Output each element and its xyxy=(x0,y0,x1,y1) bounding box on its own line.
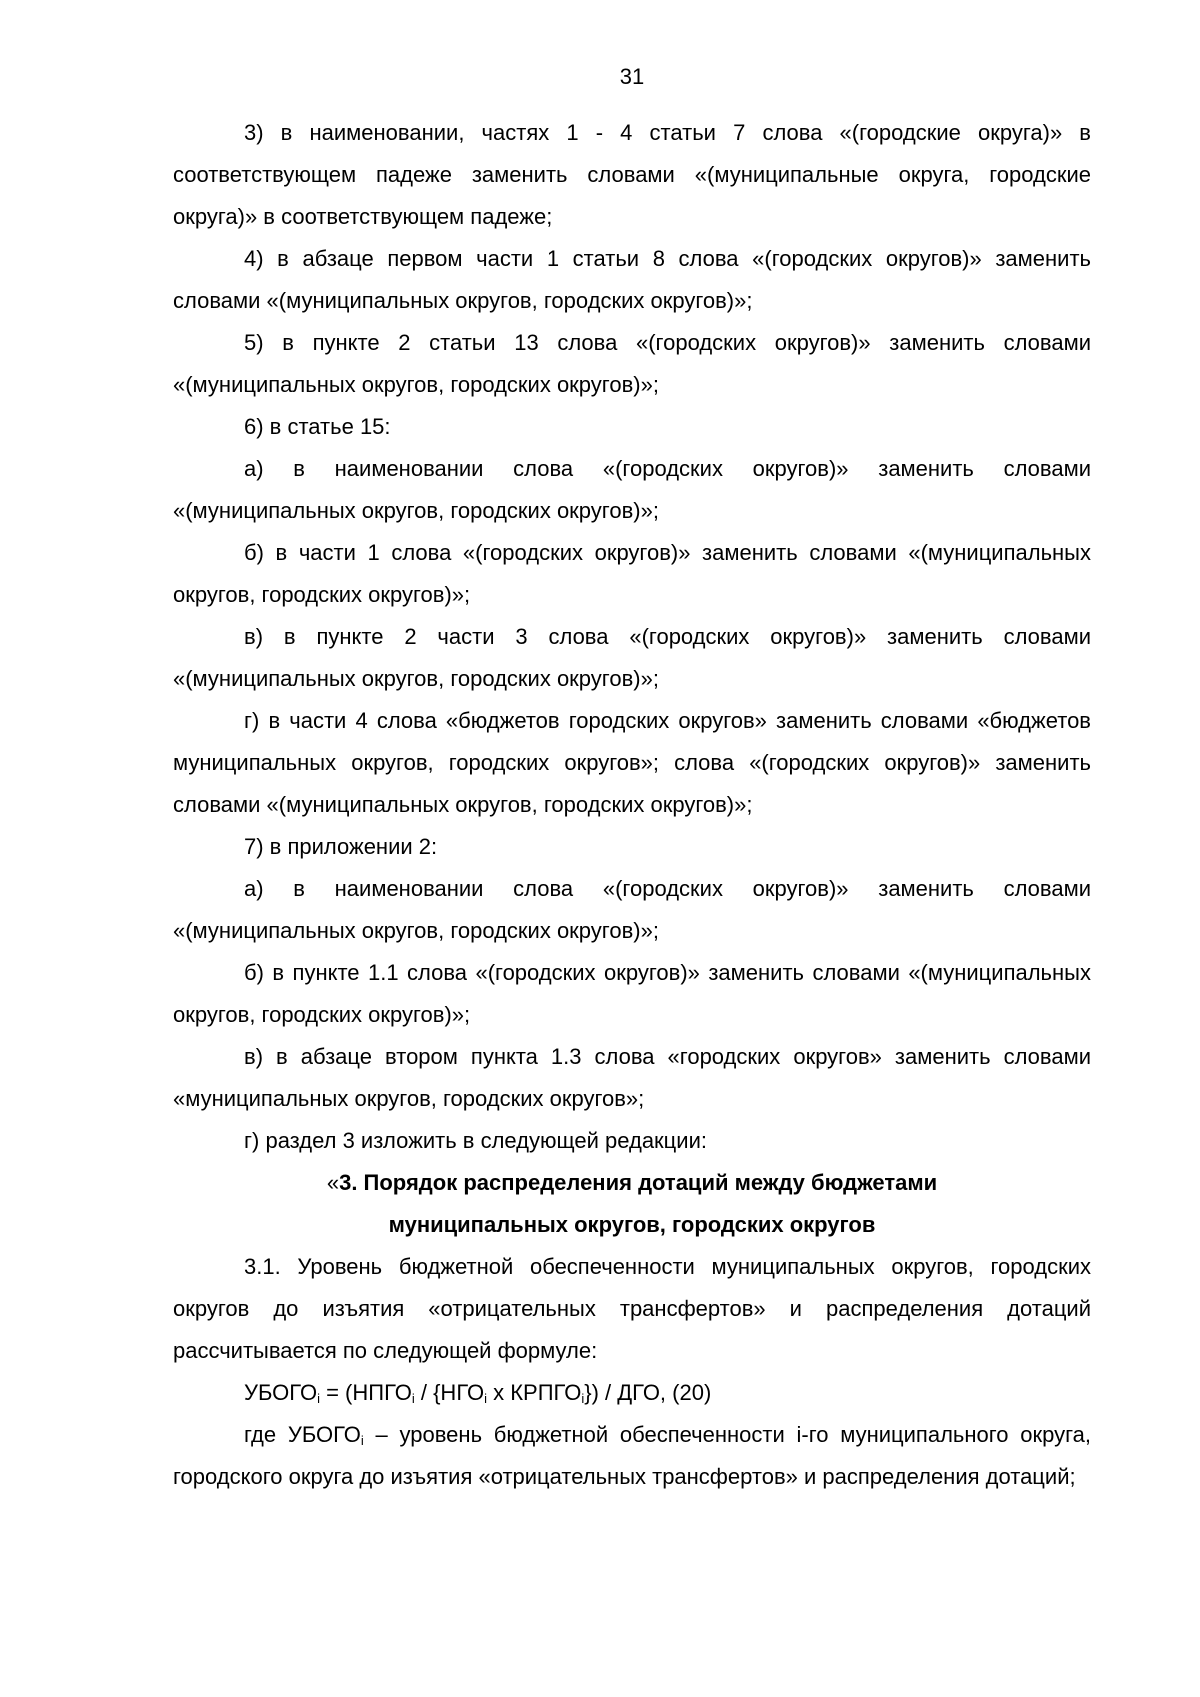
where-subscript: i xyxy=(360,1433,364,1448)
page-number: 31 xyxy=(619,64,645,89)
opening-quote: « xyxy=(326,1170,340,1195)
paragraph-item-5: 5) в пункте 2 статьи 13 слова «(городских округов)» заменить словами «(муниципальных округов, городских округов)»; xyxy=(173,330,1091,397)
where-paragraph xyxy=(173,1414,1091,1498)
formula-20 xyxy=(173,1372,1091,1414)
where-text: где УБОГО xyxy=(244,1422,361,1447)
section-heading-line1 xyxy=(173,1162,1091,1204)
formula-text: УБОГО xyxy=(244,1380,318,1405)
formula-subscript: i xyxy=(484,1391,488,1406)
paragraph-item-6a: а) в наименовании слова «(городских округов)» заменить словами «(муниципальных округов, городских округов)»; xyxy=(173,456,1091,523)
formula-subscript: i xyxy=(317,1391,320,1406)
paragraph-item-6: 6) в статье 15: xyxy=(244,414,391,439)
paragraph-item-7g: г) раздел 3 изложить в следующей редакции: xyxy=(244,1128,707,1153)
paragraph-item-6g: г) в части 4 слова «бюджетов городских округов» заменить словами «бюджетов муниципальных округов, городских округов»; слова «(городских округов)» заменить словами «(муниципальных округов, городских округов)»; xyxy=(173,708,1091,817)
paragraph-item-6v: в) в пункте 2 части 3 слова «(городских округов)» заменить словами «(муниципальных округов, городских округов)»; xyxy=(173,624,1091,691)
document-page xyxy=(173,0,1091,1697)
paragraph-item-7b: б) в пункте 1.1 слова «(городских округов)» заменить словами «(муниципальных округов, городских округов)»; xyxy=(173,960,1091,1027)
paragraph-item-4: 4) в абзаце первом части 1 статьи 8 слова «(городских округов)» заменить словами «(муниципальных округов, городских округов)»; xyxy=(173,246,1091,313)
formula-text: x КРПГО xyxy=(487,1380,582,1405)
section-heading-text-1: 3. Порядок распределения дотаций между бюджетами xyxy=(339,1170,938,1195)
formula-text: }) / ДГО, (20) xyxy=(584,1380,712,1405)
paragraph-item-7: 7) в приложении 2: xyxy=(244,834,438,859)
paragraph-item-6b: б) в части 1 слова «(городских округов)» заменить словами «(муниципальных округов, городских округов)»; xyxy=(173,540,1091,607)
paragraph-item-7v: в) в абзаце втором пункта 1.3 слова «городских округов» заменить словами «муниципальных округов, городских округов»; xyxy=(173,1044,1091,1111)
document-body xyxy=(173,112,1091,1498)
section-paragraph-3-1: 3.1. Уровень бюджетной обеспеченности муниципальных округов, городских округов до изъятия «отрицательных трансфертов» и распределения дотаций рассчитывается по следующей формуле: xyxy=(173,1254,1091,1363)
formula-text: / {НГО xyxy=(414,1380,485,1405)
where-text: – уровень бюджетной обеспеченности i-го муниципального округа, городского округа до изъятия «отрицательных трансфертов» и распределения дотаций; xyxy=(173,1422,1091,1489)
paragraph-item-7a: а) в наименовании слова «(городских округов)» заменить словами «(муниципальных округов, городских округов)»; xyxy=(173,876,1091,943)
section-heading-line2: муниципальных округов, городских округов xyxy=(388,1212,876,1237)
formula-text: = (НПГО xyxy=(319,1380,412,1405)
paragraph-item-3: 3) в наименовании, частях 1 - 4 статьи 7 слова «(городские округа)» в соответствующем падеже заменить словами «(муниципальные округа, городские округа)» в соответствующем падеже; xyxy=(173,120,1091,229)
formula-subscript: i xyxy=(411,1391,415,1406)
formula-subscript: i xyxy=(581,1391,585,1406)
